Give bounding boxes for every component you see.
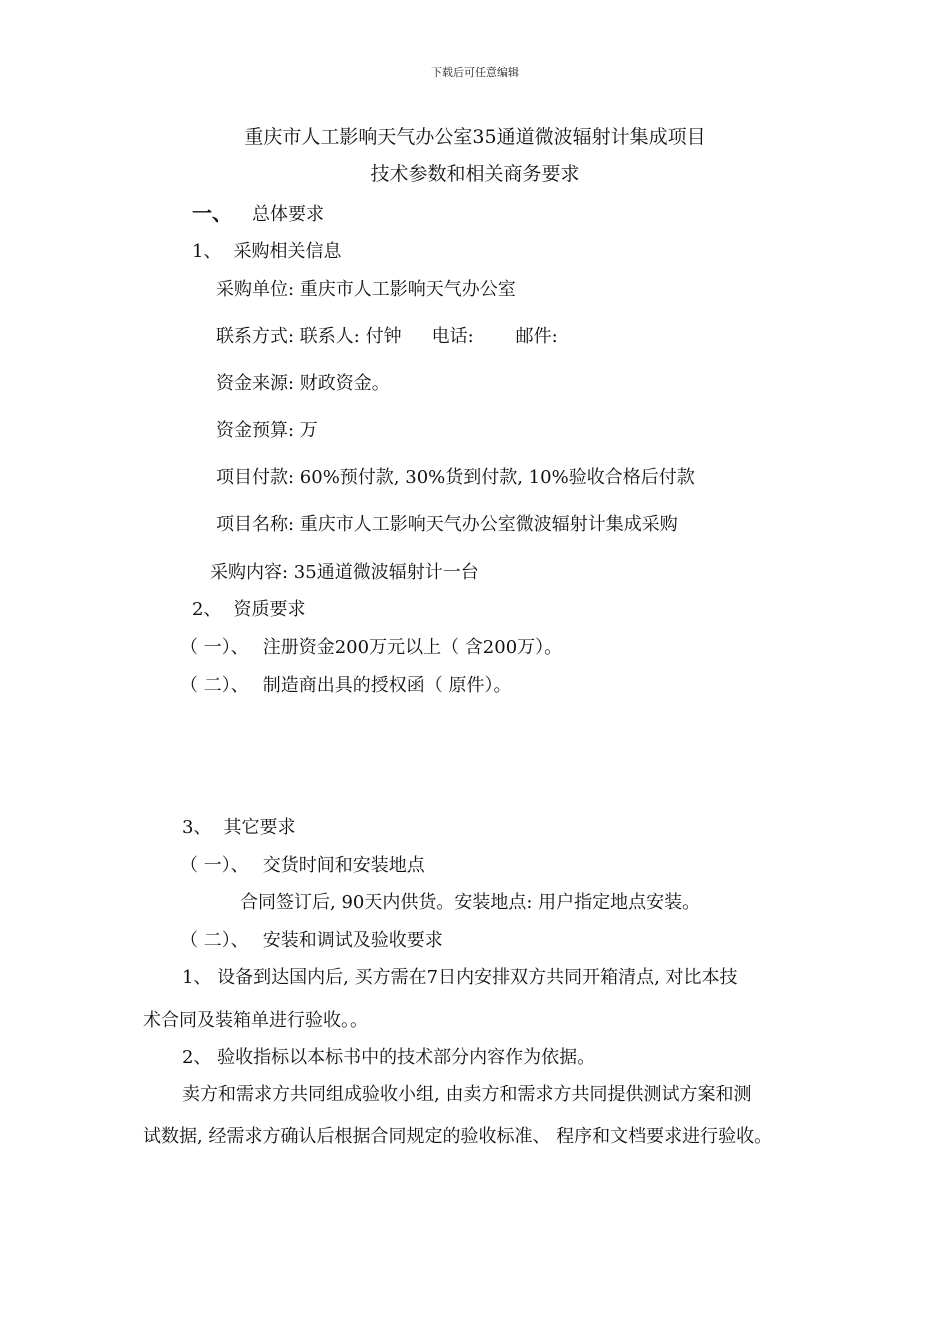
document-title-line1: 重庆市人工影响天气办公室35通道微波辐射计集成项目 — [244, 126, 706, 148]
qual-item1-text: 注册资金200万元以上（ 含200万）。 — [262, 637, 563, 658]
info-unit: 采购单位: 重庆市人工影响天气办公室 — [216, 279, 516, 300]
info-contact — [216, 326, 558, 348]
other-item1-text: 交货时间和安装地点 — [262, 855, 425, 876]
contact-label: 联系方式: 联系人: 付钟 — [216, 326, 402, 347]
other-item2 — [180, 930, 443, 952]
delivery-text: 合同签订后, 90天内供货。安装地点: 用户指定地点安装。 — [240, 892, 701, 913]
info-project-name: 项目名称: 重庆市人工影响天气办公室微波辐射计集成采购 — [216, 514, 678, 535]
qual-item2 — [180, 675, 511, 697]
sub2-heading — [192, 599, 305, 621]
qual-item1-number: （ 一）、 — [180, 637, 249, 658]
sub3-number: 3、 — [182, 817, 212, 838]
qual-item1 — [180, 637, 562, 659]
info-fund-source: 资金来源: 财政资金。 — [216, 373, 390, 394]
sub1-number: 1、 — [192, 241, 222, 262]
other-item1-number: （ 一）、 — [180, 855, 249, 876]
info-content: 采购内容: 35通道微波辐射计一台 — [210, 562, 479, 583]
section1-heading — [192, 202, 324, 226]
sub3-heading — [182, 817, 295, 839]
phone-label: 电话: — [431, 326, 474, 347]
acceptance-para1-line2: 术合同及装箱单进行验收。。 — [143, 1010, 368, 1031]
sub1-heading — [192, 241, 341, 263]
sub2-number: 2、 — [192, 599, 222, 620]
other-item2-text: 安装和调试及验收要求 — [262, 930, 443, 951]
document-title-line2: 技术参数和相关商务要求 — [370, 163, 580, 185]
info-budget: 资金预算: 万 — [216, 420, 318, 441]
info-payment: 项目付款: 60%预付款, 30%货到付款, 10%验收合格后付款 — [216, 467, 695, 488]
header-note: 下载后可任意编辑 — [431, 66, 519, 79]
section1-title: 总体要求 — [252, 204, 324, 225]
section1-number: 一、 — [192, 201, 232, 225]
email-label: 邮件: — [515, 326, 558, 347]
qual-item2-number: （ 二）、 — [180, 675, 249, 696]
acceptance-para1-line1: 1、 设备到达国内后, 买方需在7日内安排双方共同开箱清点, 对比本技 — [182, 967, 738, 988]
sub1-title: 采购相关信息 — [233, 241, 342, 262]
acceptance-para3-line1: 卖方和需求方共同组成验收小组, 由卖方和需求方共同提供测试方案和测 — [182, 1084, 752, 1105]
qual-item2-text: 制造商出具的授权函（ 原件）。 — [262, 675, 512, 696]
sub2-title: 资质要求 — [233, 599, 306, 620]
sub3-title: 其它要求 — [223, 817, 296, 838]
other-item2-number: （ 二）、 — [180, 930, 249, 951]
acceptance-para2: 2、 验收指标以本标书中的技术部分内容作为依据。 — [182, 1047, 596, 1068]
acceptance-para3-line2: 试数据, 经需求方确认后根据合同规定的验收标准、 程序和文档要求进行验收。 — [143, 1126, 773, 1147]
other-item1 — [180, 855, 425, 877]
